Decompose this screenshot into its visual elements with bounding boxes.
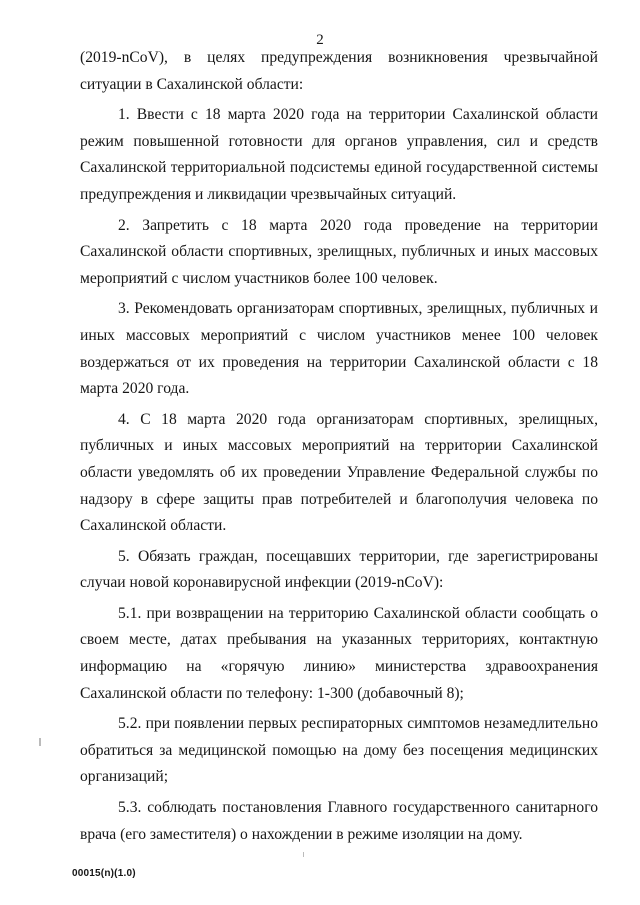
paragraph-item-2: 2. Запретить с 18 марта 2020 года проведение на территории Сахалинской области спортивных, зрелищных, публичных и иных массовых мероприятий с числом участников более 100 человек. xyxy=(80,216,598,287)
scan-mark-left xyxy=(39,738,41,746)
footer-form-code: 00015(n)(1.0) xyxy=(72,868,136,879)
paragraph-item-4: 4. С 18 марта 2020 года организаторам спортивных, зрелищных, публичных и иных массовых мероприятий на территории Сахалинской области уведомлять об их проведении Управление Федеральной службы по надзору в сфере защиты прав потребителей и благополучия человека по Сахалинской области. xyxy=(80,410,598,535)
paragraph-item-3: 3. Рекомендовать организаторам спортивных, зрелищных, публичных и иных массовых мероприятий с числом участников менее 100 человек воздержаться от их проведения на территории Сахалинской области с 18 марта 2020 года. xyxy=(80,300,598,398)
paragraph-item-1: 1. Ввести с 18 марта 2020 года на территории Сахалинской области режим повышенной готовности для органов управления, сил и средств Сахалинской территориальной подсистемы единой государственной системы предупреждения и ликвидации чрезвычайных ситуаций. xyxy=(80,106,598,203)
paragraph-intro: (2019-nCoV), в целях предупреждения возникновения чрезвычайной ситуации в Сахалинской области: xyxy=(80,49,598,93)
document-body xyxy=(80,45,598,852)
paragraph-item-5-3: 5.3. соблюдать постановления Главного государственного санитарного врача (его заместителя) о нахождении в режиме изоляции на дому. xyxy=(80,799,598,843)
paragraph-item-5-1: 5.1. при возвращении на территорию Сахалинской области сообщать о своем месте, датах пребывания на указанных территориях, контактную информацию на «горячую линию» министерства здравоохранения Сахалинской области по телефону: 1-300 (добавочный 8); xyxy=(80,604,598,702)
scan-mark-bottom xyxy=(303,852,304,857)
page-number: 2 xyxy=(316,32,324,48)
paragraph-item-5-2: 5.2. при появлении первых респираторных симптомов незамедлительно обратиться за медицинской помощью на дому без посещения медицинских организаций; xyxy=(80,715,598,786)
paragraph-item-5: 5. Обязать граждан, посещавших территории, где зарегистрированы случаи новой коронавирусной инфекции (2019-nCoV): xyxy=(80,547,598,592)
